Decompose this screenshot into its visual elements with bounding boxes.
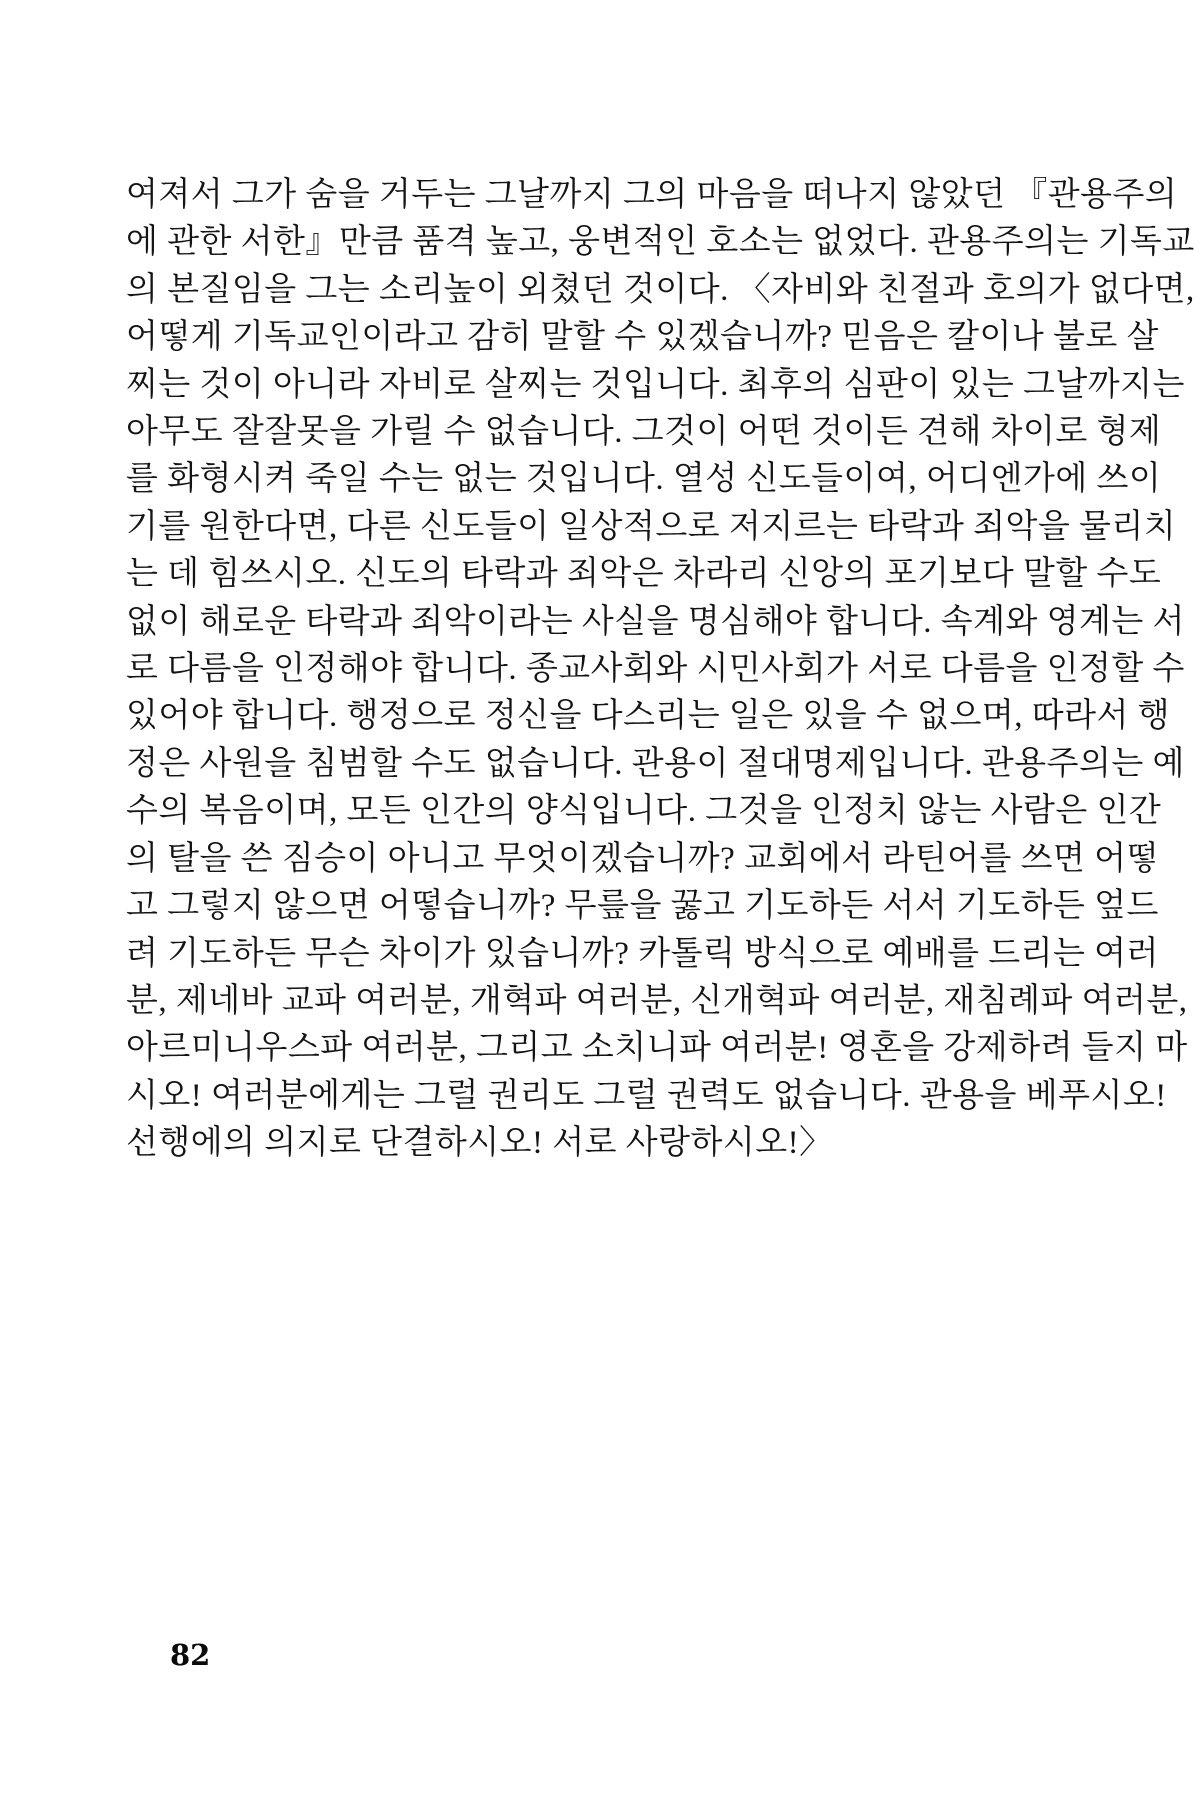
text-line: 수의 복음이며, 모든 인간의 양식입니다. 그것을 인정치 않는 사람은 인간 bbox=[126, 793, 1162, 830]
text-line: 선행에의 의지로 단결하시오! 서로 사랑하시오!〉 bbox=[126, 1125, 833, 1162]
text-line: 의 본질임을 그는 소리높이 외쳤던 것이다. 〈자비와 친절과 호의가 없다면, bbox=[126, 271, 1195, 308]
text-line: 찌는 것이 아니라 자비로 살찌는 것입니다. 최후의 심판이 있는 그날까지는 bbox=[126, 366, 1185, 403]
page-number: 82 bbox=[170, 1638, 211, 1672]
text-line: 어떻게 기독교인이라고 감히 말할 수 있겠습니까? 믿음은 칼이나 불로 살 bbox=[126, 319, 1159, 356]
text-line: 고 그렇지 않으면 어떻습니까? 무릎을 꿇고 기도하든 서서 기도하든 엎드 bbox=[126, 888, 1159, 925]
text-line: 의 탈을 쓴 짐승이 아니고 무엇이겠습니까? 교회에서 라틴어를 쓰면 어떻 bbox=[126, 840, 1159, 877]
text-line: 를 화형시켜 죽일 수는 없는 것입니다. 열성 신도들이여, 어디엔가에 쓰이 bbox=[126, 461, 1162, 498]
text-line: 여져서 그가 숨을 거두는 그날까지 그의 마음을 떠나지 않았던 『관용주의 bbox=[126, 177, 1178, 213]
text-line: 는 데 힘쓰시오. 신도의 타락과 죄악은 차라리 신앙의 포기보다 말할 수도 bbox=[126, 556, 1162, 593]
text-line: 로 다름을 인정해야 합니다. 종교사회와 시민사회가 서로 다름을 인정할 수 bbox=[126, 651, 1185, 688]
text-line: 정은 사원을 침범할 수도 없습니다. 관용이 절대명제입니다. 관용주의는 예 bbox=[126, 745, 1185, 782]
text-line: 아무도 잘잘못을 가릴 수 없습니다. 그것이 어떤 것이든 견해 차이로 형제 bbox=[126, 414, 1162, 451]
text-line: 있어야 합니다. 행정으로 정신을 다스리는 일은 있을 수 없으며, 따라서 행 bbox=[126, 698, 1170, 735]
text-line: 없이 해로운 타락과 죄악이라는 사실을 명심해야 합니다. 속계와 영계는 서 bbox=[126, 603, 1185, 640]
text-line: 에 관한 서한』만큼 품격 높고, 웅변적인 호소는 없었다. 관용주의는 기독교 bbox=[126, 224, 1195, 261]
text-line: 시오! 여러분에게는 그럴 권리도 그럴 권력도 없습니다. 관용을 베푸시오! bbox=[126, 1077, 1167, 1114]
text-line: 아르미니우스파 여러분, 그리고 소치니파 여러분! 영혼을 강제하려 들지 마 bbox=[126, 1030, 1188, 1067]
text-line: 분, 제네바 교파 여러분, 개혁파 여러분, 신개혁파 여러분, 재침례파 여러분, bbox=[126, 982, 1188, 1019]
text-line: 기를 원한다면, 다른 신도들이 일상적으로 저지르는 타락과 죄악을 물리치 bbox=[126, 508, 1177, 545]
body-paragraph bbox=[126, 172, 1195, 1168]
text-line: 려 기도하든 무슨 차이가 있습니까? 카톨릭 방식으로 예배를 드리는 여러 bbox=[126, 935, 1159, 972]
